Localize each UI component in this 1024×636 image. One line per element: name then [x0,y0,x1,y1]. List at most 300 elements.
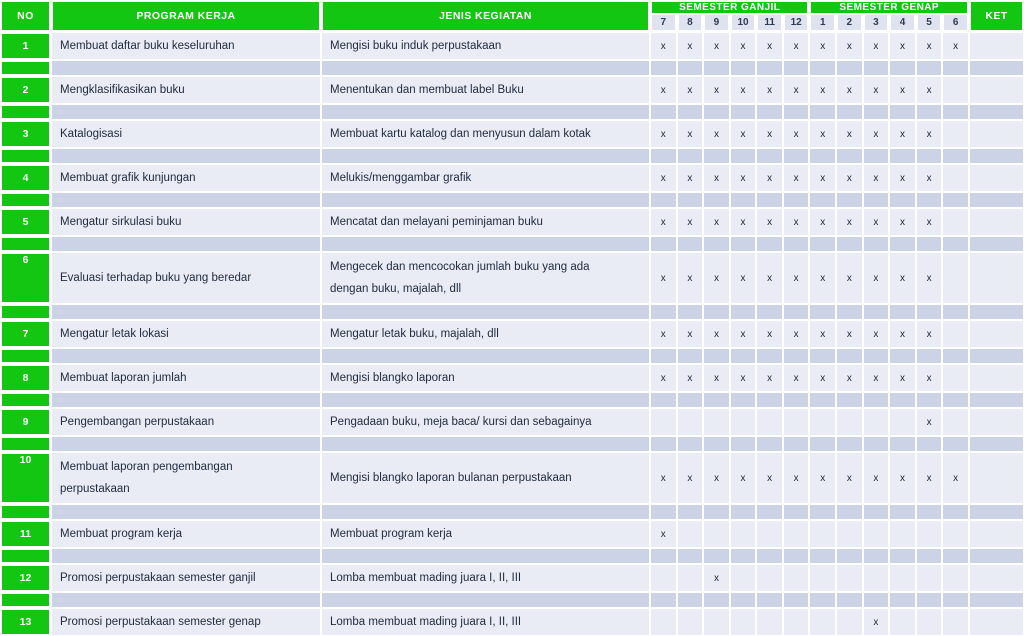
spacer-cell [836,104,863,120]
spacer-cell [703,104,730,120]
schedule-mark-cell-m3: x [863,164,890,192]
spacer-cell [916,60,943,76]
spacer-cell [969,392,1024,408]
spacer-cell [809,504,836,520]
column-header-month-1: 1 [809,15,836,32]
spacer-cell [863,236,890,252]
schedule-mark-cell-m7: x [650,364,677,392]
spacer-cell [836,592,863,608]
schedule-mark-cell-m9: x [703,120,730,148]
column-header-month-8: 8 [677,15,704,32]
spacer-cell [863,504,890,520]
spacer-cell [730,236,757,252]
spacer-cell [321,392,650,408]
spacer-cell [730,592,757,608]
jenis-kegiatan-cell: Pengadaan buku, meja baca/ kursi dan sebagainya [321,408,650,436]
spacer-cell [863,548,890,564]
row-number-cell: 12 [0,564,51,592]
schedule-mark-cell-m9 [703,408,730,436]
spacer-cell [650,60,677,76]
table-row [0,520,1024,548]
schedule-mark-cell-m11: x [756,364,783,392]
spacer-cell [703,304,730,320]
jenis-kegiatan-line-1: Mengecek dan mencocokan jumlah buku yang ada [330,261,590,273]
spacer-cell [756,348,783,364]
schedule-mark-cell-m2: x [836,452,863,504]
schedule-mark-cell-m6 [942,408,969,436]
schedule-mark-cell-m3: x [863,120,890,148]
spacer-cell [756,548,783,564]
jenis-kegiatan-line-2: dengan buku, majalah, dll [330,283,462,295]
spacer-cell [889,304,916,320]
schedule-mark-cell-m12: x [783,320,810,348]
column-header-ket: KET [969,0,1024,32]
spacer-cell [650,548,677,564]
spacer-cell [863,60,890,76]
spacer-cell [677,504,704,520]
spacer-no-cell [0,304,51,320]
schedule-mark-cell-m8: x [677,320,704,348]
spacer-cell [677,436,704,452]
spacer-no-cell [0,436,51,452]
column-header-month-4: 4 [889,15,916,32]
schedule-mark-cell-m12: x [783,364,810,392]
table-row [0,452,1024,504]
schedule-mark-cell-m5: x [916,208,943,236]
spacer-no-cell [0,148,51,164]
spacer-cell [650,504,677,520]
schedule-mark-cell-m12: x [783,32,810,60]
spacer-cell [889,436,916,452]
spacer-cell [703,392,730,408]
spacer-cell [650,436,677,452]
ket-cell [969,32,1024,60]
schedule-mark-cell-m5 [916,608,943,636]
spacer-cell [730,104,757,120]
spacer-cell [783,436,810,452]
schedule-mark-cell-m11: x [756,320,783,348]
jenis-kegiatan-cell: Mengatur letak buku, majalah, dll [321,320,650,348]
schedule-mark-cell-m7: x [650,320,677,348]
spacer-row [0,304,1024,320]
spacer-cell [730,60,757,76]
row-number-cell: 7 [0,320,51,348]
table-row [0,320,1024,348]
ket-cell [969,452,1024,504]
spacer-cell [836,348,863,364]
spacer-cell [703,436,730,452]
schedule-mark-cell-m12 [783,520,810,548]
spacer-cell [677,192,704,208]
spacer-cell [703,60,730,76]
spacer-cell [942,392,969,408]
spacer-cell [809,348,836,364]
schedule-mark-cell-m6 [942,76,969,104]
spacer-cell [863,148,890,164]
schedule-mark-cell-m11: x [756,208,783,236]
spacer-cell [730,548,757,564]
spacer-cell [942,236,969,252]
schedule-mark-cell-m10 [730,408,757,436]
schedule-mark-cell-m10 [730,564,757,592]
ket-cell [969,252,1024,304]
spacer-cell [942,104,969,120]
spacer-cell [809,148,836,164]
ket-cell [969,564,1024,592]
program-kerja-cell: Mengklasifikasikan buku [51,76,321,104]
schedule-mark-cell-m4: x [889,120,916,148]
spacer-cell [783,592,810,608]
spacer-cell [730,304,757,320]
spacer-cell [942,304,969,320]
column-header-month-2: 2 [836,15,863,32]
row-number-cell: 9 [0,408,51,436]
spacer-cell [836,192,863,208]
schedule-mark-cell-m6 [942,120,969,148]
spacer-row [0,548,1024,564]
spacer-cell [889,104,916,120]
schedule-mark-cell-m8: x [677,32,704,60]
schedule-mark-cell-m7: x [650,164,677,192]
spacer-cell [51,192,321,208]
spacer-cell [756,592,783,608]
spacer-cell [783,304,810,320]
schedule-mark-cell-m2: x [836,320,863,348]
schedule-mark-cell-m10: x [730,76,757,104]
spacer-cell [969,592,1024,608]
schedule-mark-cell-m7: x [650,32,677,60]
spacer-cell [51,60,321,76]
schedule-mark-cell-m12: x [783,120,810,148]
schedule-mark-cell-m12: x [783,452,810,504]
spacer-cell [836,436,863,452]
schedule-mark-cell-m9: x [703,564,730,592]
schedule-mark-cell-m8: x [677,120,704,148]
spacer-cell [969,504,1024,520]
schedule-mark-cell-m8: x [677,164,704,192]
schedule-mark-cell-m6 [942,320,969,348]
schedule-mark-cell-m2: x [836,252,863,304]
schedule-mark-cell-m1: x [809,452,836,504]
schedule-mark-cell-m7: x [650,208,677,236]
table-row [0,164,1024,192]
schedule-mark-cell-m3 [863,564,890,592]
spacer-cell [756,192,783,208]
spacer-cell [889,236,916,252]
spacer-cell [703,148,730,164]
spacer-cell [783,60,810,76]
spacer-cell [756,236,783,252]
spacer-row [0,392,1024,408]
ket-cell [969,164,1024,192]
program-kerja-cell: Promosi perpustakaan semester genap [51,608,321,636]
spacer-cell [809,304,836,320]
spacer-cell [863,592,890,608]
schedule-mark-cell-m1: x [809,120,836,148]
schedule-mark-cell-m4: x [889,164,916,192]
spacer-cell [321,60,650,76]
program-kerja-cell: Pengembangan perpustakaan [51,408,321,436]
schedule-mark-cell-m12: x [783,252,810,304]
program-kerja-cell: Katalogisasi [51,120,321,148]
column-header-month-6: 6 [942,15,969,32]
schedule-mark-cell-m8: x [677,252,704,304]
schedule-mark-cell-m4: x [889,364,916,392]
schedule-mark-cell-m8: x [677,76,704,104]
table-body [0,32,1024,636]
jenis-kegiatan-cell: Menentukan dan membuat label Buku [321,76,650,104]
spacer-cell [889,348,916,364]
spacer-cell [730,148,757,164]
spacer-cell [889,548,916,564]
schedule-mark-cell-m5: x [916,408,943,436]
schedule-mark-cell-m8 [677,608,704,636]
program-kerja-cell: Membuat grafik kunjungan [51,164,321,192]
spacer-cell [969,60,1024,76]
jenis-kegiatan-cell: Melukis/menggambar grafik [321,164,650,192]
spacer-cell [969,104,1024,120]
spacer-cell [809,104,836,120]
spacer-cell [756,436,783,452]
schedule-mark-cell-m3: x [863,452,890,504]
spacer-cell [942,60,969,76]
column-header-semester-genap: SEMESTER GENAP [809,0,969,15]
program-kerja-cell: Mengatur sirkulasi buku [51,208,321,236]
program-kerja-cell: Membuat laporan jumlah [51,364,321,392]
schedule-mark-cell-m2 [836,408,863,436]
schedule-mark-cell-m10: x [730,120,757,148]
schedule-mark-cell-m10 [730,520,757,548]
spacer-cell [321,436,650,452]
spacer-cell [51,104,321,120]
column-header-semester-ganjil: SEMESTER GANJIL [650,0,809,15]
jenis-kegiatan-cell [321,252,650,304]
spacer-cell [783,148,810,164]
spacer-no-cell [0,504,51,520]
jenis-kegiatan-cell: Mengisi blangko laporan [321,364,650,392]
spacer-cell [703,348,730,364]
schedule-mark-cell-m5: x [916,364,943,392]
column-header-month-9: 9 [703,15,730,32]
spacer-cell [650,236,677,252]
schedule-mark-cell-m7: x [650,76,677,104]
schedule-mark-cell-m4: x [889,320,916,348]
schedule-mark-cell-m12 [783,408,810,436]
schedule-mark-cell-m6 [942,252,969,304]
schedule-mark-cell-m7: x [650,120,677,148]
spacer-no-cell [0,236,51,252]
schedule-mark-cell-m7 [650,408,677,436]
spacer-cell [756,104,783,120]
spacer-row [0,436,1024,452]
spacer-cell [969,148,1024,164]
spacer-cell [51,504,321,520]
column-header-month-12: 12 [783,15,810,32]
spacer-cell [677,148,704,164]
jenis-kegiatan-cell [321,452,650,504]
spacer-cell [916,392,943,408]
schedule-mark-cell-m2: x [836,76,863,104]
spacer-no-cell [0,348,51,364]
schedule-mark-cell-m11: x [756,120,783,148]
spacer-cell [783,104,810,120]
jenis-kegiatan-cell: Lomba membuat mading juara I, II, III [321,564,650,592]
spacer-cell [969,236,1024,252]
jenis-kegiatan-line-2: Mengisi blangko laporan bulanan perpustakaan [330,472,572,484]
program-kerja-cell: Promosi perpustakaan semester ganjil [51,564,321,592]
column-header-jenis-kegiatan: JENIS KEGIATAN [321,0,650,32]
jenis-kegiatan-cell: Mengisi buku induk perpustakaan [321,32,650,60]
schedule-mark-cell-m3: x [863,208,890,236]
schedule-mark-cell-m2 [836,608,863,636]
spacer-cell [783,192,810,208]
spacer-cell [836,392,863,408]
row-number-cell: 10 [0,452,51,504]
table-header [0,0,1024,32]
schedule-mark-cell-m6 [942,608,969,636]
schedule-mark-cell-m8 [677,408,704,436]
program-kerja-line-1: Membuat laporan pengembangan [60,461,233,473]
schedule-mark-cell-m7: x [650,520,677,548]
row-number-cell: 11 [0,520,51,548]
schedule-mark-cell-m1 [809,408,836,436]
spacer-cell [809,548,836,564]
spacer-cell [51,592,321,608]
spacer-cell [756,504,783,520]
spacer-row [0,192,1024,208]
spacer-cell [321,236,650,252]
schedule-mark-cell-m4 [889,608,916,636]
schedule-mark-cell-m1: x [809,164,836,192]
spacer-cell [756,148,783,164]
column-header-month-5: 5 [916,15,943,32]
schedule-mark-cell-m8: x [677,364,704,392]
schedule-mark-cell-m11: x [756,76,783,104]
schedule-mark-cell-m10: x [730,164,757,192]
schedule-mark-cell-m5: x [916,164,943,192]
table-row [0,608,1024,636]
spacer-cell [916,104,943,120]
schedule-mark-cell-m9: x [703,208,730,236]
spacer-cell [863,192,890,208]
ket-cell [969,76,1024,104]
spacer-cell [783,236,810,252]
column-header-month-3: 3 [863,15,890,32]
spacer-cell [321,592,650,608]
schedule-mark-cell-m7: x [650,452,677,504]
spacer-cell [836,504,863,520]
schedule-mark-cell-m12: x [783,208,810,236]
spacer-cell [809,60,836,76]
schedule-mark-cell-m9: x [703,320,730,348]
row-number-cell: 1 [0,32,51,60]
spacer-cell [836,148,863,164]
ket-cell [969,408,1024,436]
column-header-program-kerja: PROGRAM KERJA [51,0,321,32]
schedule-mark-cell-m9: x [703,76,730,104]
schedule-mark-cell-m3: x [863,320,890,348]
spacer-cell [650,392,677,408]
spacer-cell [942,592,969,608]
table-row [0,120,1024,148]
schedule-mark-cell-m12 [783,608,810,636]
spacer-row [0,504,1024,520]
spacer-no-cell [0,60,51,76]
spacer-cell [783,504,810,520]
spacer-cell [51,548,321,564]
spacer-cell [836,236,863,252]
table-row [0,564,1024,592]
spacer-cell [863,392,890,408]
column-header-no: NO [0,0,51,32]
spacer-cell [730,504,757,520]
schedule-mark-cell-m4: x [889,32,916,60]
spacer-cell [650,592,677,608]
schedule-mark-cell-m8: x [677,208,704,236]
spacer-cell [321,148,650,164]
spacer-cell [650,148,677,164]
schedule-mark-cell-m3: x [863,76,890,104]
schedule-mark-cell-m4 [889,564,916,592]
spacer-cell [783,548,810,564]
spacer-cell [703,236,730,252]
schedule-mark-cell-m6: x [942,452,969,504]
spacer-cell [730,192,757,208]
spacer-cell [51,436,321,452]
spacer-cell [809,592,836,608]
schedule-mark-cell-m3 [863,520,890,548]
spacer-row [0,104,1024,120]
schedule-mark-cell-m2: x [836,364,863,392]
spacer-cell [703,592,730,608]
spacer-cell [969,548,1024,564]
spacer-cell [942,192,969,208]
schedule-mark-cell-m10: x [730,320,757,348]
spacer-cell [783,348,810,364]
schedule-mark-cell-m6: x [942,32,969,60]
spacer-cell [703,548,730,564]
schedule-mark-cell-m3: x [863,608,890,636]
spacer-row [0,592,1024,608]
schedule-mark-cell-m10: x [730,208,757,236]
spacer-cell [942,148,969,164]
row-number-cell: 8 [0,364,51,392]
spacer-cell [969,304,1024,320]
column-header-month-7: 7 [650,15,677,32]
spacer-row [0,236,1024,252]
spacer-cell [916,592,943,608]
program-kerja-cell [51,252,321,304]
jenis-kegiatan-cell: Mencatat dan melayani peminjaman buku [321,208,650,236]
schedule-mark-cell-m4 [889,408,916,436]
spacer-cell [916,236,943,252]
spacer-no-cell [0,104,51,120]
schedule-mark-cell-m11: x [756,452,783,504]
spacer-cell [51,236,321,252]
schedule-mark-cell-m1 [809,608,836,636]
spacer-cell [677,304,704,320]
table-row [0,252,1024,304]
ket-cell [969,320,1024,348]
ket-cell [969,208,1024,236]
spacer-row [0,148,1024,164]
spacer-cell [942,504,969,520]
schedule-mark-cell-m6 [942,564,969,592]
schedule-mark-cell-m11 [756,520,783,548]
schedule-mark-cell-m10 [730,608,757,636]
spacer-cell [51,348,321,364]
schedule-mark-cell-m9: x [703,364,730,392]
